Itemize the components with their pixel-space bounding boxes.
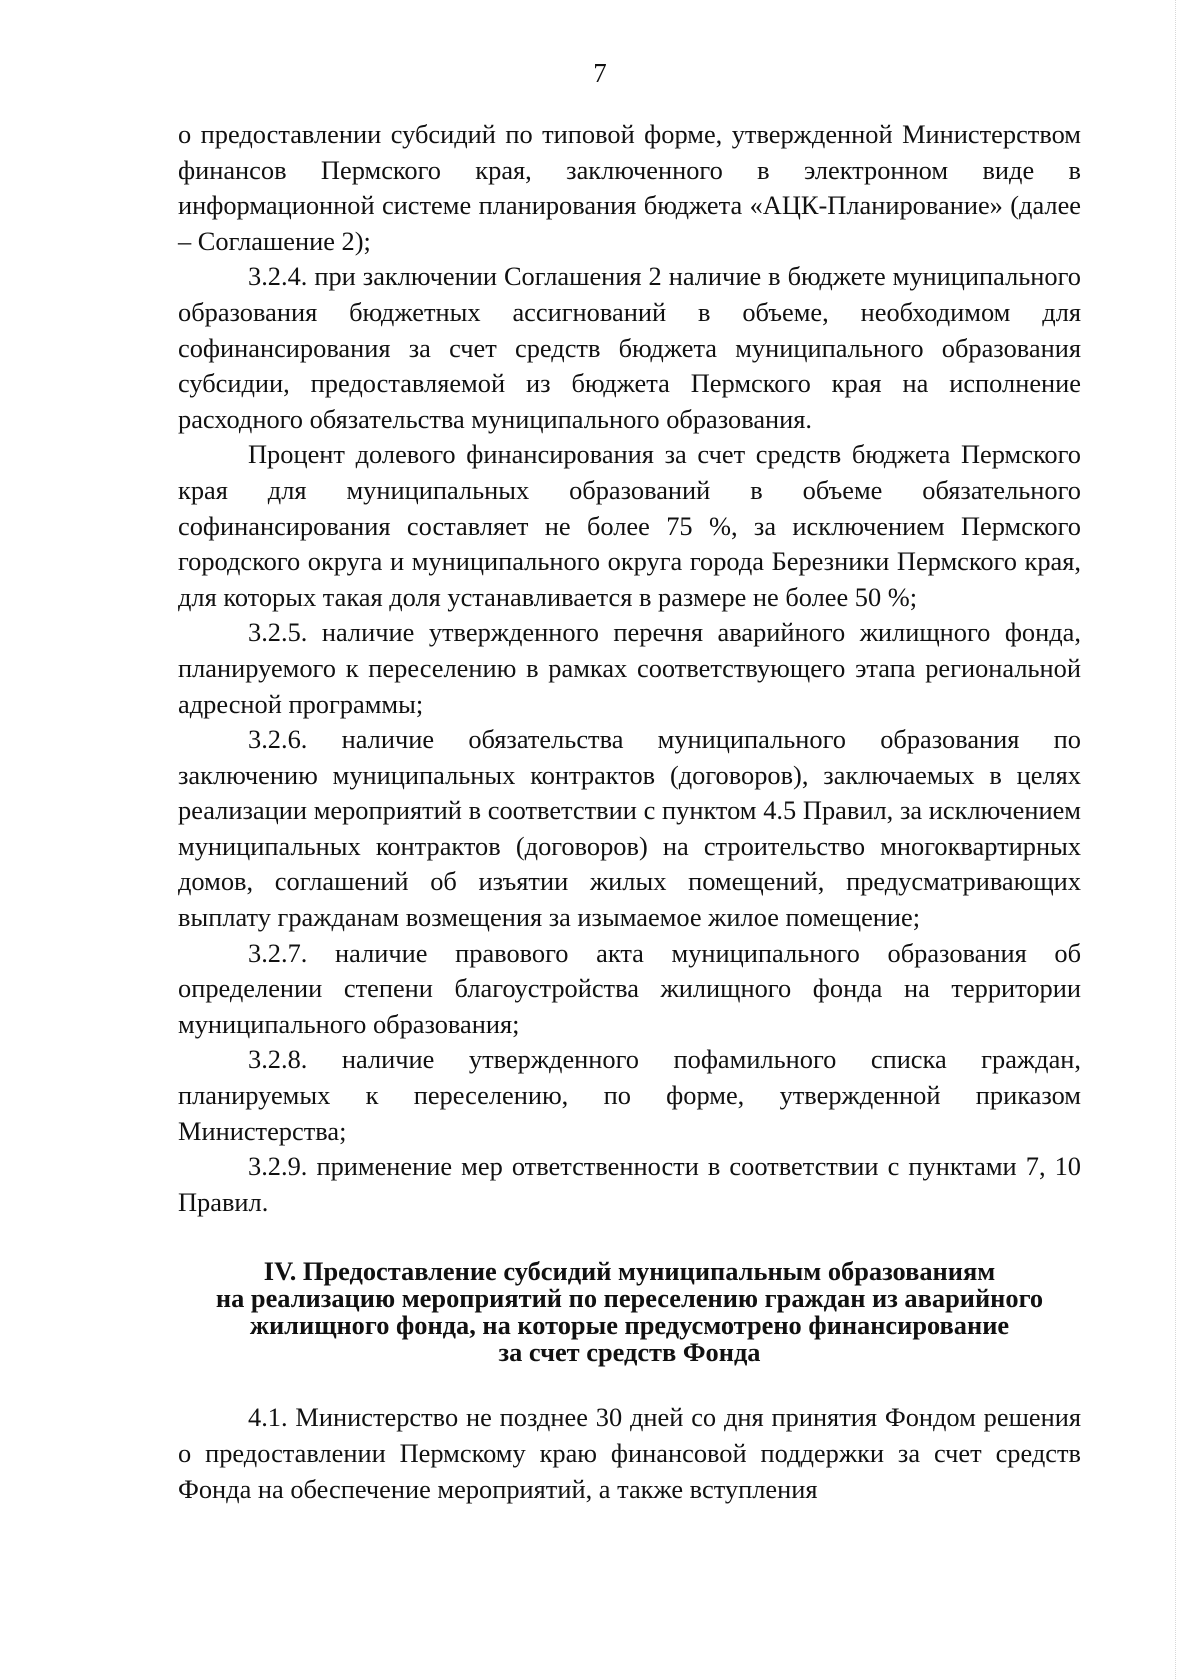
paragraph-agreement-continuation: о предоставлении субсидий по типовой форме, утвержденной Министерством финансов Пермского края, заключенного в электронном виде в информационной системе планирования бюджета «АЦК-Планирование» (далее – Соглашение 2); bbox=[178, 119, 1081, 256]
paragraph-3-2-8: 3.2.8. наличие утвержденного пофамильного списка граждан, планируемых к переселению, по форме, утвержденной приказом Министерства; bbox=[178, 1044, 1081, 1146]
paragraph-3-2-6: 3.2.6. наличие обязательства муниципального образования по заключению муниципальных контрактов (договоров), заключаемых в целях реализации мероприятий в соответствии с пунктом 4.5 Правил, за исключением муниципальных контрактов (договоров) на строительство многоквартирных домов, соглашений об изъятии жилых помещений, предусматривающих выплату гражданам возмещения за изымаемое жилое помещение; bbox=[178, 724, 1081, 933]
paragraph-3-2-7: 3.2.7. наличие правового акта муниципального образования об определении степени благоустройства жилищного фонда на территории муниципального образования; bbox=[178, 937, 1081, 1039]
page-number: 7 bbox=[593, 58, 607, 88]
section-heading-line: жилищного фонда, на которые предусмотрено финансирование bbox=[249, 1310, 1010, 1341]
section-heading-line: IV. Предоставление субсидий муниципальным образованиям bbox=[263, 1256, 996, 1287]
section-heading-line: за счет средств Фонда bbox=[498, 1337, 761, 1368]
paragraph-3-2-4: 3.2.4. при заключении Соглашения 2 наличие в бюджете муниципального образования бюджетных ассигнований в объеме, необходимом для софинансирования за счет средств бюджета муниципального образования субсидии, предоставляемой из бюджета Пермского края на исполнение расходного обязательства муниципального образования. bbox=[178, 261, 1081, 434]
section-heading-iv bbox=[178, 1258, 1081, 1366]
section-heading-line: на реализацию мероприятий по переселению граждан из аварийного bbox=[215, 1283, 1044, 1314]
paragraph-3-2-9: 3.2.9. применение мер ответственности в соответствии с пунктами 7, 10 Правил. bbox=[178, 1151, 1081, 1217]
paragraph-4-1: 4.1. Министерство не позднее 30 дней со дня принятия Фондом решения о предоставлении Пермскому краю финансовой поддержки за счет средств Фонда на обеспечение мероприятий, а также вступления bbox=[178, 1402, 1081, 1504]
page-content bbox=[178, 117, 1081, 1507]
scan-edge-mark bbox=[1175, 0, 1200, 1679]
paragraph-3-2-5: 3.2.5. наличие утвержденного перечня аварийного жилищного фонда, планируемого к переселению в рамках соответствующего этапа региональной адресной программы; bbox=[178, 617, 1081, 719]
paragraph-cofinancing-percent: Процент долевого финансирования за счет средств бюджета Пермского края для муниципальных образований в объеме обязательного софинансирования составляет не более 75 %, за исключением Пермского городского округа и муниципального округа города Березники Пермского края, для которых такая доля устанавливается в размере не более 50 %; bbox=[178, 439, 1081, 612]
